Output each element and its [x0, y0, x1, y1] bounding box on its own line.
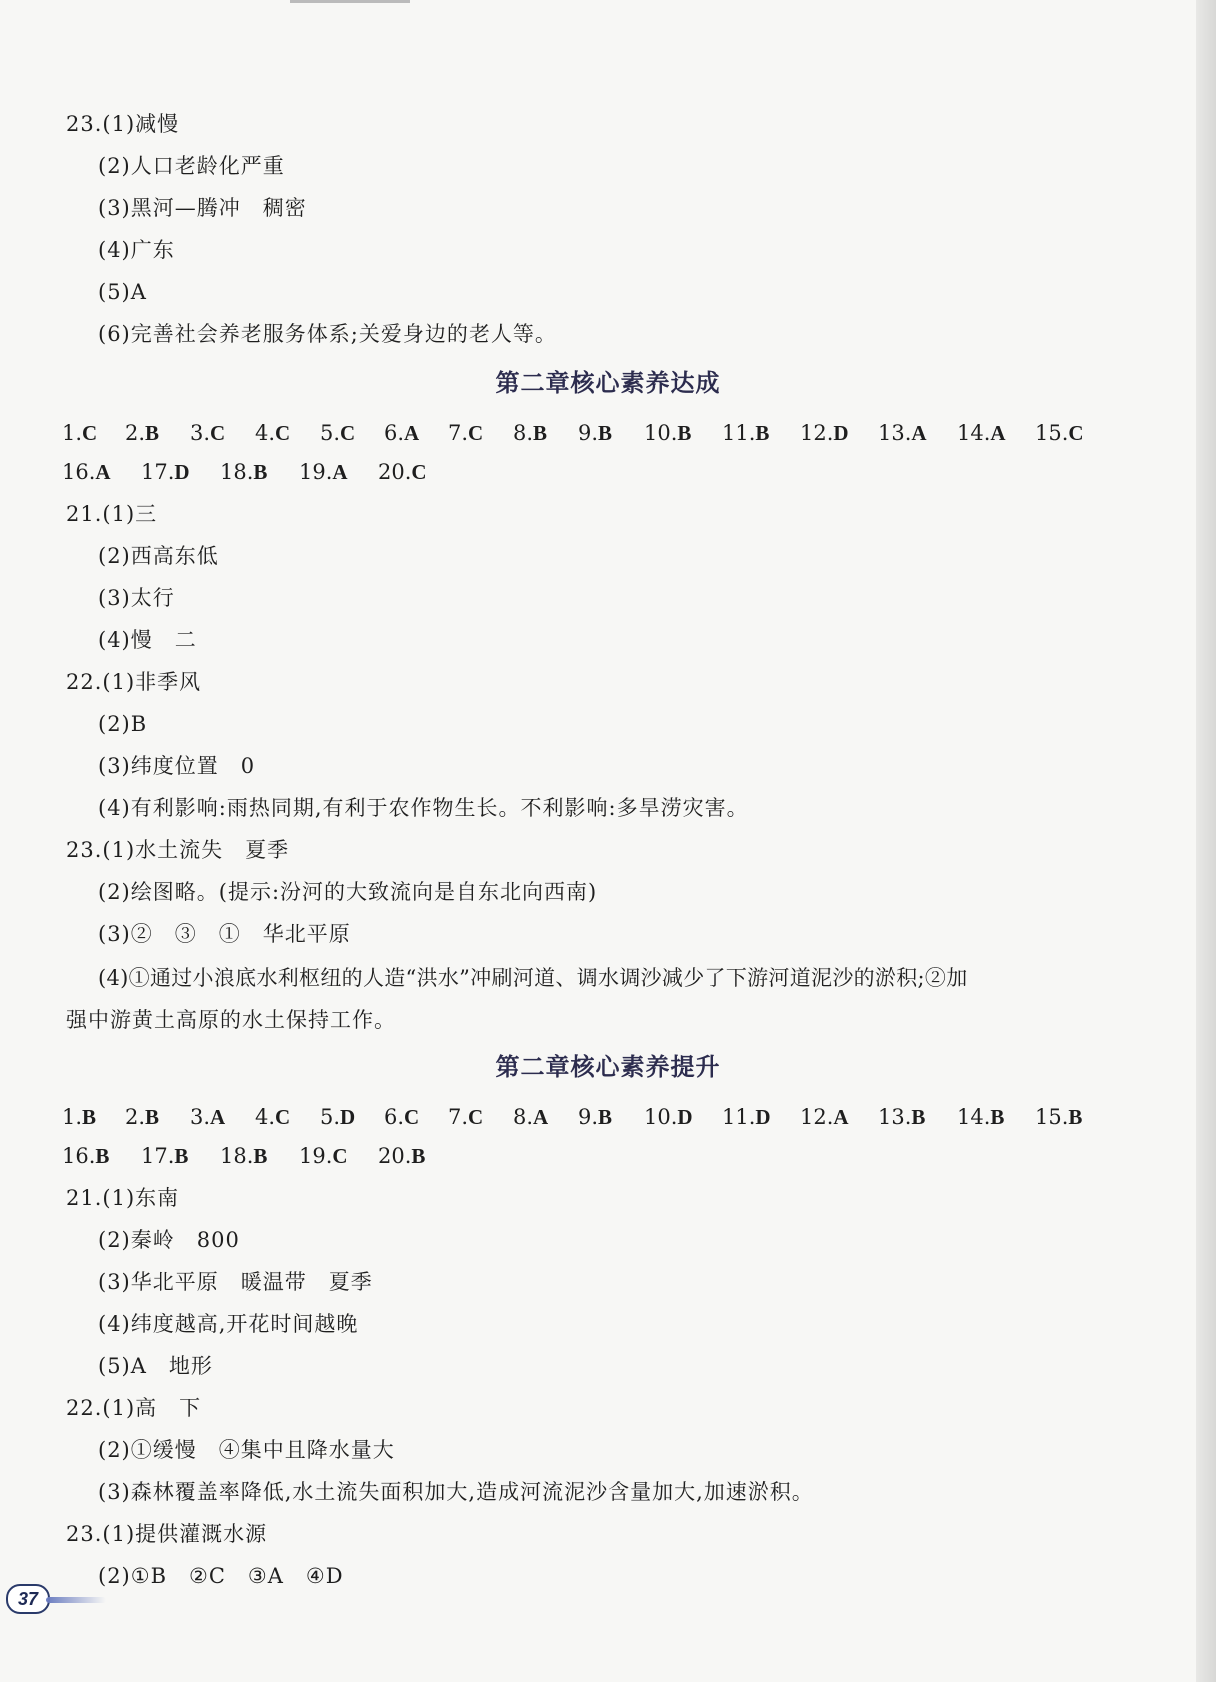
mc-answer: 20.B [378, 1144, 426, 1168]
mc-answer: 17.B [141, 1144, 189, 1168]
mc-answer: 9.B [578, 1105, 613, 1129]
mc-answer: 16.A [62, 460, 111, 484]
mc-answer: 7.C [448, 421, 484, 445]
mc-answer: 9.B [578, 421, 613, 445]
mc-answer: 3.A [190, 1105, 226, 1129]
mc-answer: 4.C [255, 1105, 291, 1129]
answer-line: (2)B [98, 712, 148, 736]
mc-answer: 13.B [878, 1105, 926, 1129]
mc-answer: 19.C [299, 1144, 348, 1168]
mc-answer: 17.D [141, 460, 190, 484]
answer-line: (2)人口老龄化严重 [98, 154, 285, 178]
answer-line: (2)绘图略。(提示:汾河的大致流向是自东北向西南) [98, 880, 598, 904]
mc-answer: 15.B [1035, 1105, 1083, 1129]
answer-line: 22.(1)高 下 [66, 1396, 202, 1420]
mc-answer: 6.A [384, 421, 420, 445]
answer-line: (3)黑河—腾冲 稠密 [98, 196, 307, 220]
mc-answer: 8.B [513, 421, 548, 445]
mc-answer: 14.A [957, 421, 1006, 445]
answer-line: 23.(1)水土流失 夏季 [66, 838, 290, 862]
scan-mark [290, 0, 410, 3]
mc-answer: 19.A [299, 460, 348, 484]
answer-line: (2)①缓慢 ④集中且降水量大 [98, 1438, 395, 1462]
mc-answer: 20.C [378, 460, 427, 484]
mc-answer: 7.C [448, 1105, 484, 1129]
mc-answer: 12.D [800, 421, 849, 445]
mc-answer: 5.D [320, 1105, 356, 1129]
answer-line: 23.(1)提供灌溉水源 [66, 1522, 268, 1546]
answer-line: 21.(1)三 [66, 502, 158, 526]
answer-line: 强中游黄土高原的水土保持工作。 [66, 1008, 396, 1032]
mc-answer: 5.C [320, 421, 356, 445]
mc-answer: 6.C [384, 1105, 420, 1129]
mc-answers-row [62, 1104, 1085, 1130]
answer-line: 21.(1)东南 [66, 1186, 180, 1210]
answer-line: (3)太行 [98, 586, 175, 610]
mc-answer: 2.B [125, 1105, 160, 1129]
mc-answers-row [62, 1143, 438, 1169]
mc-answer: 11.D [722, 1105, 771, 1129]
mc-answer: 14.B [957, 1105, 1005, 1129]
answer-line: (2)西高东低 [98, 544, 219, 568]
mc-answer: 10.D [644, 1105, 693, 1129]
mc-answer: 13.A [878, 421, 927, 445]
answer-line: (3)华北平原 暖温带 夏季 [98, 1270, 373, 1294]
answer-line: (3)森林覆盖率降低,水土流失面积加大,造成河流泥沙含量加大,加速淤积。 [98, 1480, 814, 1504]
mc-answer: 2.B [125, 421, 160, 445]
page-number-decoration [46, 1597, 106, 1603]
answer-line: (2)秦岭 800 [98, 1228, 240, 1252]
mc-answer: 4.C [255, 421, 291, 445]
answer-line: (4)慢 二 [98, 628, 197, 652]
mc-answer: 16.B [62, 1144, 110, 1168]
mc-answers-row [62, 420, 1085, 446]
section-title: 第二章核心素养提升 [495, 1052, 721, 1081]
mc-answer: 18.B [220, 460, 268, 484]
mc-answer: 12.A [800, 1105, 849, 1129]
answer-line: (4)广东 [98, 238, 175, 262]
answer-line: 23.(1)减慢 [66, 112, 180, 136]
mc-answer: 10.B [644, 421, 692, 445]
page-edge-shadow [1196, 0, 1216, 1682]
answer-line: (4)有利影响:雨热同期,有利于农作物生长。不利影响:多旱涝灾害。 [98, 796, 749, 820]
mc-answer: 1.B [62, 1105, 97, 1129]
mc-answer: 1.C [62, 421, 98, 445]
mc-answer: 15.C [1035, 421, 1084, 445]
answer-line: (2)①B ②C ③A ④D [98, 1564, 344, 1588]
answer-line: (6)完善社会养老服务体系;关爱身边的老人等。 [98, 322, 557, 346]
mc-answer: 11.B [722, 421, 770, 445]
mc-answer: 3.C [190, 421, 226, 445]
mc-answer: 18.B [220, 1144, 268, 1168]
answer-line: (5)A 地形 [98, 1354, 213, 1378]
page-number: 37 [6, 1584, 50, 1614]
mc-answer: 8.A [513, 1105, 549, 1129]
mc-answers-row [62, 459, 438, 485]
answer-line: (4)纬度越高,开花时间越晚 [98, 1312, 359, 1336]
answer-line: 22.(1)非季风 [66, 670, 202, 694]
answer-line: (4)①通过小浪底水利枢纽的人造“洪水”冲刷河道、调水调沙减少了下游河道泥沙的淤积;②加 [98, 966, 968, 990]
answer-line: (3)② ③ ① 华北平原 [98, 922, 351, 946]
answer-line: (3)纬度位置 0 [98, 754, 256, 778]
answer-line: (5)A [98, 280, 147, 304]
section-title: 第二章核心素养达成 [495, 368, 721, 397]
